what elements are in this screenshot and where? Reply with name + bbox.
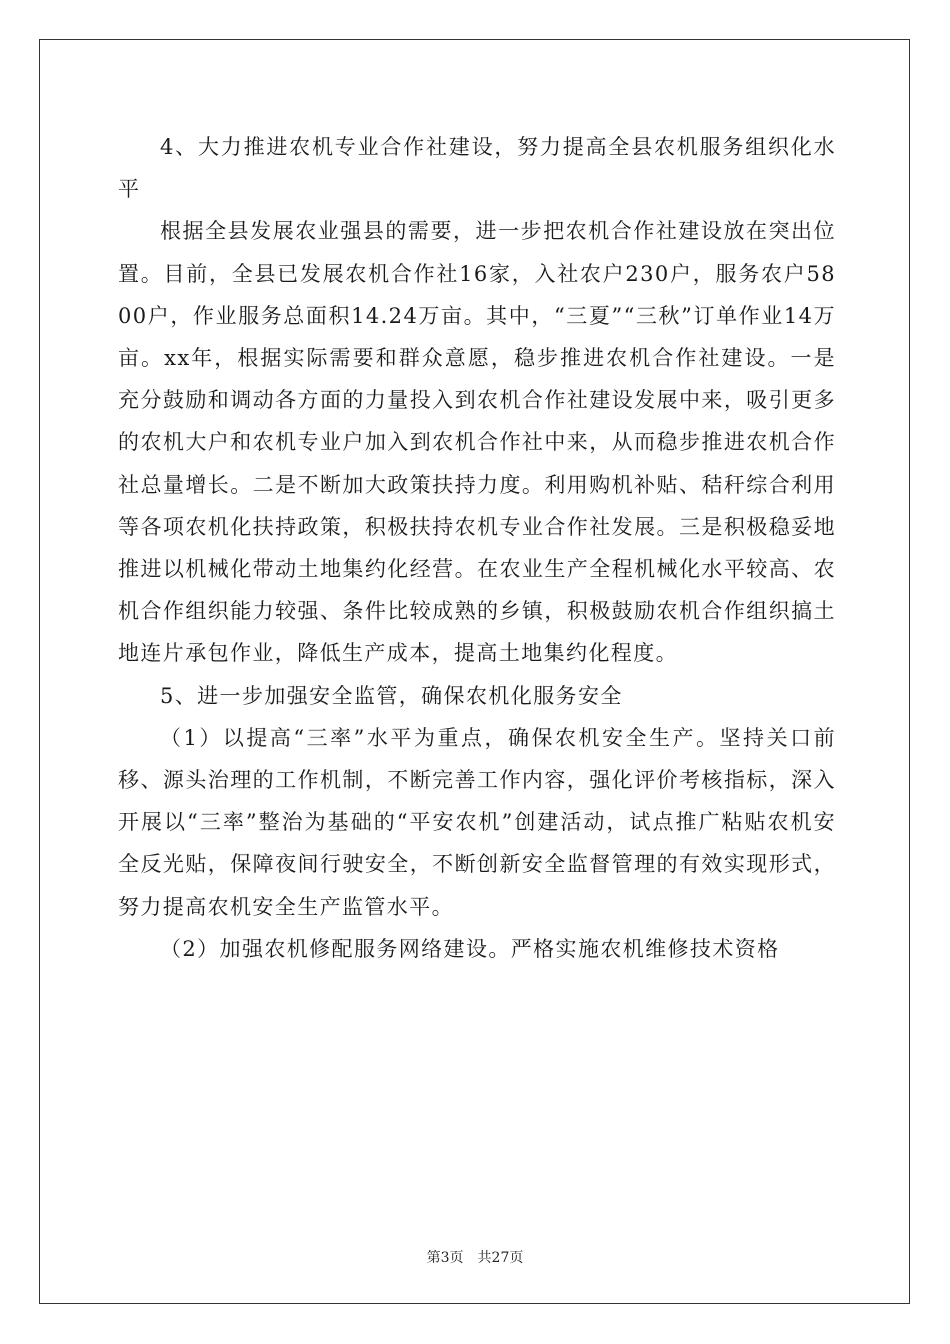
body-paragraph: 根据全县发展农业强县的需要，进一步把农机合作社建设放在突出位置。目前，全县已发展农机合作社16家，入社农户230户，服务农户5800户，作业服务总面积14.24万亩。其中，“三夏”“三秋”订单作业14万亩。xx年，根据实际需要和群众意愿，稳步推进农机合作社建设。一是充分鼓励和调动各方面的力量投入到农机合作社建设发展中来，吸引更多的农机大户和农机专业户加入到农机合作社中来，从而稳步推进农机合作社总量增长。二是不断加大政策扶持力度。利用购机补贴、秸秆综合利用等各项农机化扶持政策，积极扶持农机专业合作社发展。三是积极稳妥地推进以机械化带动土地集约化经营。在农业生产全程机械化水平较高、农机合作组织能力较强、条件比较成熟的乡镇，积极鼓励农机合作组织搞土地连片承包作业，降低生产成本，提高土地集约化程度。 bbox=[118, 219, 836, 666]
document-body bbox=[118, 126, 836, 970]
body-paragraph: （1）以提高“三率”水平为重点，确保农机安全生产。坚持关口前移、源头治理的工作机制，不断完善工作内容，强化评价考核指标，深入开展以“三率”整治为基础的“平安农机”创建活动，试点推广粘贴农机安全反光贴，保障夜间行驶安全，不断创新安全监督管理的有效实现形式，努力提高农机安全生产监管水平。 bbox=[118, 725, 836, 919]
section-heading-4: 4、大力推进农机专业合作社建设，努力提高全县农机服务组织化水平 bbox=[118, 135, 836, 202]
section-heading-5: 5、进一步加强安全监管，确保农机化服务安全 bbox=[160, 683, 623, 708]
page-number: 第3页 共27页 bbox=[426, 1250, 524, 1266]
body-paragraph: （2）加强农机修配服务网络建设。严格实施农机维修技术资格 bbox=[160, 936, 780, 961]
